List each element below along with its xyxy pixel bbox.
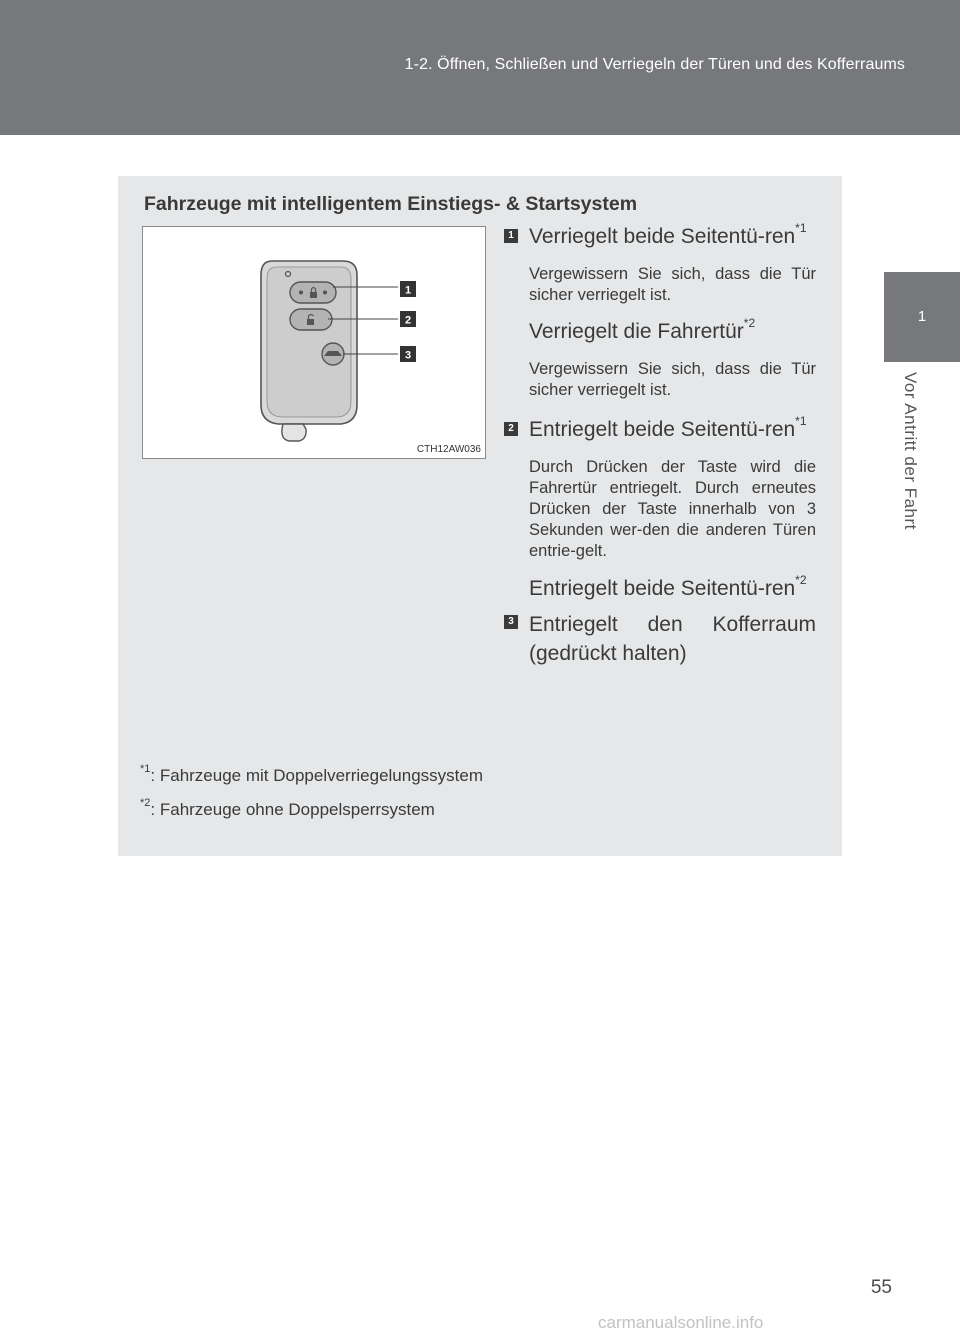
item-heading: Entriegelt beide Seitentü-ren$^{*1}$: [529, 414, 807, 441]
item-marker: 1: [504, 229, 518, 243]
chapter-tab: [884, 272, 960, 362]
info-box: [118, 176, 842, 856]
svg-text:3: 3: [404, 349, 412, 362]
item-list: [506, 221, 816, 668]
page-header-title: 1-2. Öffnen, Schließen und Verriegeln der Türen und des Kofferraums: [404, 56, 905, 73]
footnote: $^{*1}$: Fahrzeuge mit Doppelverriegelungssystem: [140, 763, 484, 785]
item-description: Vergewissern Sie sich, dass die Tür sicher verriegelt ist.: [529, 360, 816, 399]
list-item: [506, 221, 816, 401]
figure-code: CTH12AW036: [416, 444, 481, 455]
list-item: [506, 610, 816, 668]
smart-key-illustration: [143, 227, 487, 460]
list-item: [506, 414, 816, 602]
chapter-title: Vor Antritt der Fahrt: [901, 372, 920, 530]
svg-text:2: 2: [404, 314, 412, 327]
page-number: 55: [870, 1277, 892, 1298]
box-title: Fahrzeuge mit intelligentem Einstiegs- & Startsystem: [144, 193, 638, 215]
footnote: $^{*2}$: Fahrzeuge ohne Doppelsperrsystem: [140, 797, 435, 819]
item-heading: Verriegelt die Fahrertür$^{*2}$: [529, 316, 756, 343]
item-description: Vergewissern Sie sich, dass die Tür sicher verriegelt ist.: [529, 265, 816, 304]
chapter-tab-number: 1: [917, 308, 927, 325]
item-marker: 2: [504, 422, 518, 436]
item-heading: Entriegelt beide Seitentü-ren$^{*2}$: [529, 573, 807, 600]
item-marker: 3: [504, 615, 518, 629]
item-heading: Entriegelt den Kofferraum (gedrückt halten): [529, 613, 816, 665]
svg-text:1: 1: [404, 284, 412, 297]
key-tip: [282, 424, 306, 441]
item-heading: Verriegelt beide Seitentü-ren$^{*1}$: [529, 221, 807, 248]
item-description: Durch Drücken der Taste wird die Fahrertür entriegelt. Durch erneutes Drücken der Taste innerhalb von 3 Sekunden wer-den die anderen Türen entrie-gelt.: [529, 458, 816, 560]
watermark: carmanualsonline.info: [598, 1313, 764, 1332]
key-figure: [142, 226, 486, 459]
